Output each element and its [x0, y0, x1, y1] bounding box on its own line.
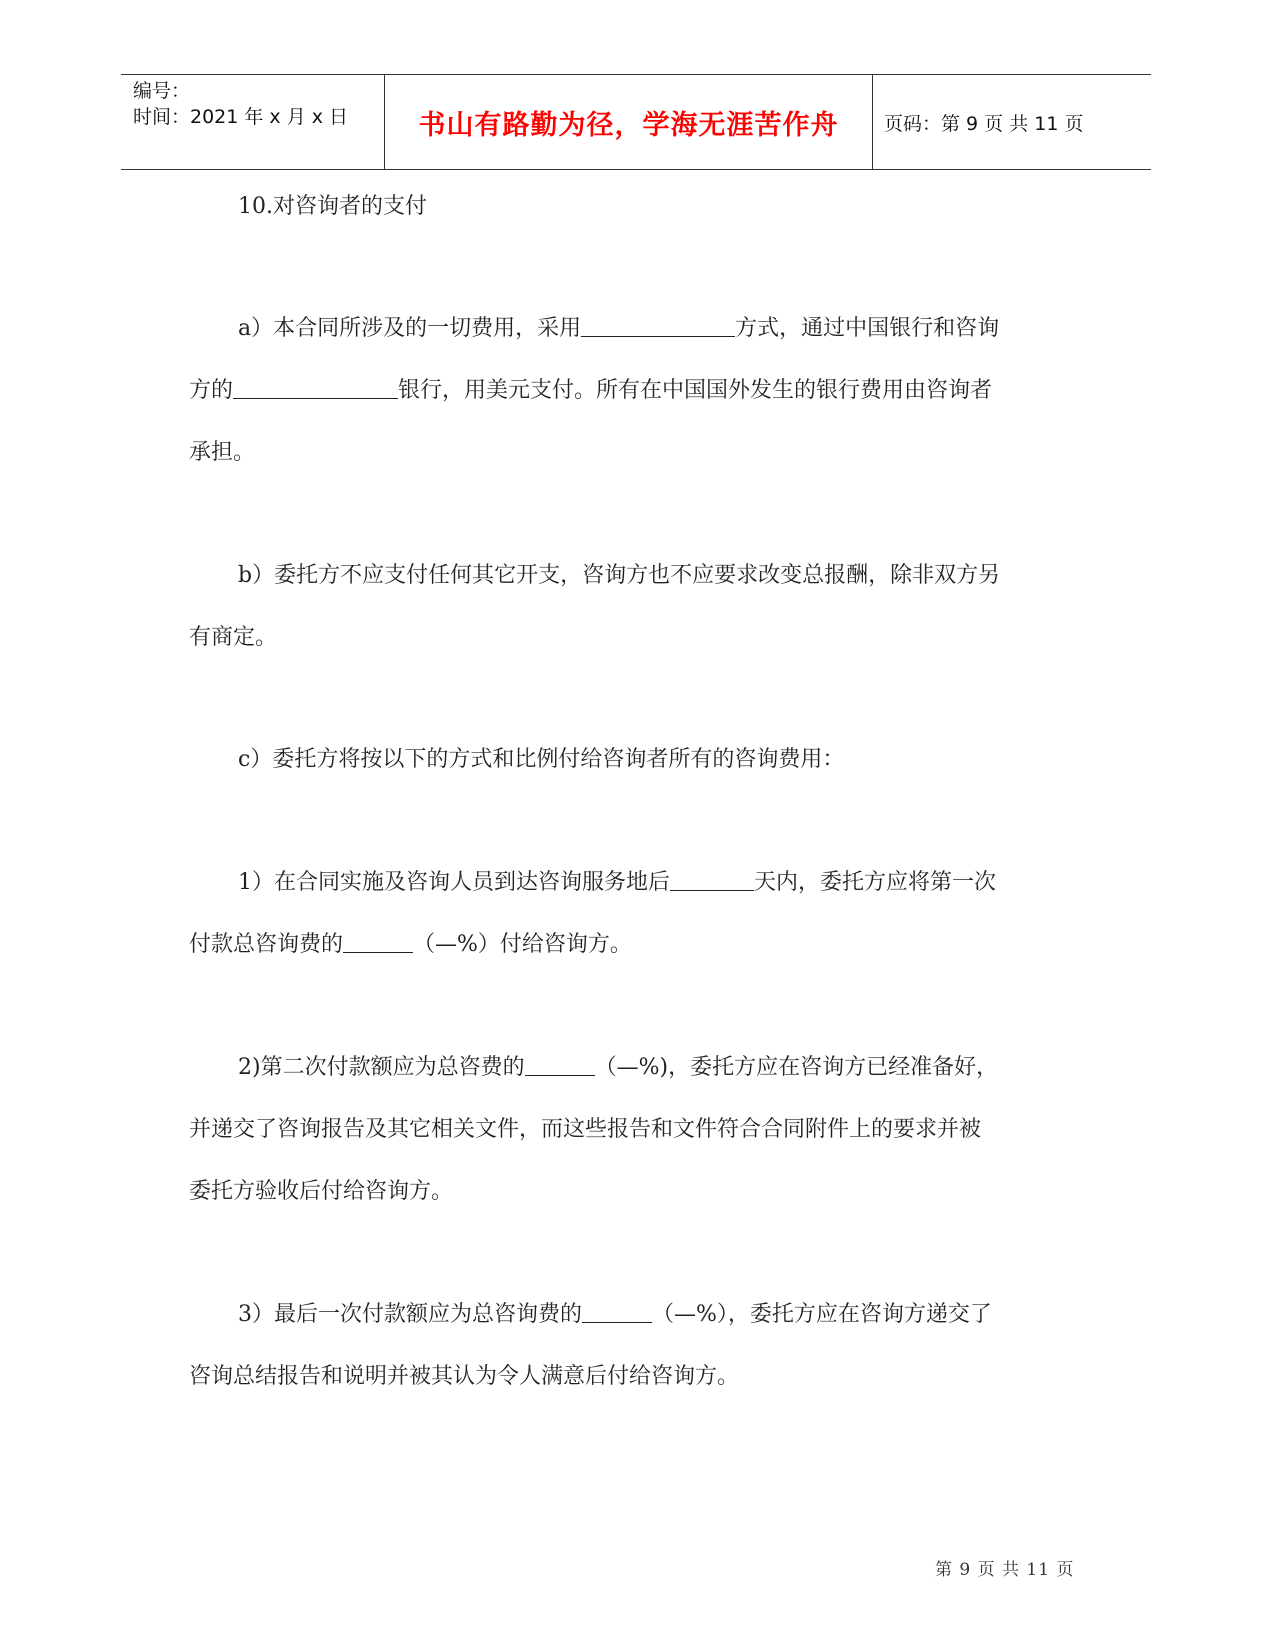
- item-2-line-1-pre: 2)第二次付款额应为总咨费的: [238, 1055, 525, 1080]
- paragraph-a-line-2: [189, 378, 1089, 404]
- footer-page-number: 第 9 页 共 11 页: [935, 1560, 1075, 1580]
- header-meta-cell: [121, 75, 384, 169]
- item-1-line-2: [189, 932, 1089, 958]
- blank-first-payment: [343, 932, 413, 953]
- item-2-line-1: [238, 1055, 1138, 1081]
- motto-text: 书山有路勤为径，学海无涯苦作舟: [418, 110, 839, 141]
- header-motto-cell: [384, 75, 873, 169]
- item-1-line-1: [238, 870, 1138, 896]
- item-3-line-1: [238, 1302, 1138, 1328]
- number-label: 编号：: [133, 80, 191, 102]
- paragraph-a-line-2-pre: 方的: [189, 378, 234, 403]
- document-header: [121, 74, 1151, 170]
- paragraph-a-line-1-pre: a）本合同所涉及的一切费用，采用: [238, 316, 582, 341]
- header-page-info: 页码：第 9 页 共 11 页: [884, 113, 1084, 135]
- paragraph-b-line-2: 有商定。: [189, 625, 278, 650]
- paragraph-a-line-3: 承担。: [189, 440, 256, 465]
- item-1-line-1-pre: 1）在合同实施及咨询人员到达咨询服务地后: [238, 870, 670, 895]
- item-1-line-1-post: 天内，委托方应将第一次: [754, 870, 997, 895]
- blank-second-payment: [525, 1055, 595, 1076]
- item-3-line-1-pre: 3）最后一次付款额应为总咨询费的: [238, 1302, 582, 1327]
- item-2-line-2: 并递交了咨询报告及其它相关文件，而这些报告和文件符合合同附件上的要求并被: [189, 1117, 982, 1142]
- header-page-cell: [872, 75, 1151, 169]
- paragraph-a-line-1: [238, 316, 1138, 342]
- blank-final-payment: [582, 1302, 652, 1323]
- paragraph-a-line-2-post: 银行，用美元支付。所有在中国国外发生的银行费用由咨询者: [398, 378, 993, 403]
- blank-bank-name: [233, 378, 398, 399]
- item-1-line-2-post: （—%）付给咨询方。: [413, 932, 632, 957]
- item-2-line-3: 委托方验收后付给咨询方。: [189, 1179, 454, 1204]
- paragraph-c-line-1: c）委托方将按以下的方式和比例付给咨询者所有的咨询费用：: [238, 747, 845, 772]
- item-1-line-2-pre: 付款总咨询费的: [189, 932, 344, 957]
- time-label: 时间：2021 年 x 月 x 日: [133, 106, 349, 128]
- blank-payment-method: [581, 316, 735, 337]
- item-2-line-1-post: （—%)，委托方应在咨询方已经准备好，: [594, 1055, 999, 1080]
- paragraph-a-line-1-post: 方式，通过中国银行和咨询: [735, 316, 1000, 341]
- blank-days: [670, 870, 754, 891]
- item-3-line-2: 咨询总结报告和说明并被其认为令人满意后付给咨询方。: [189, 1364, 740, 1389]
- item-3-line-1-post: （—%），委托方应在咨询方递交了: [652, 1302, 992, 1327]
- paragraph-b-line-1: b）委托方不应支付任何其它开支，咨询方也不应要求改变总报酬，除非双方另: [238, 563, 1001, 588]
- section-title: 10.对咨询者的支付: [238, 194, 427, 219]
